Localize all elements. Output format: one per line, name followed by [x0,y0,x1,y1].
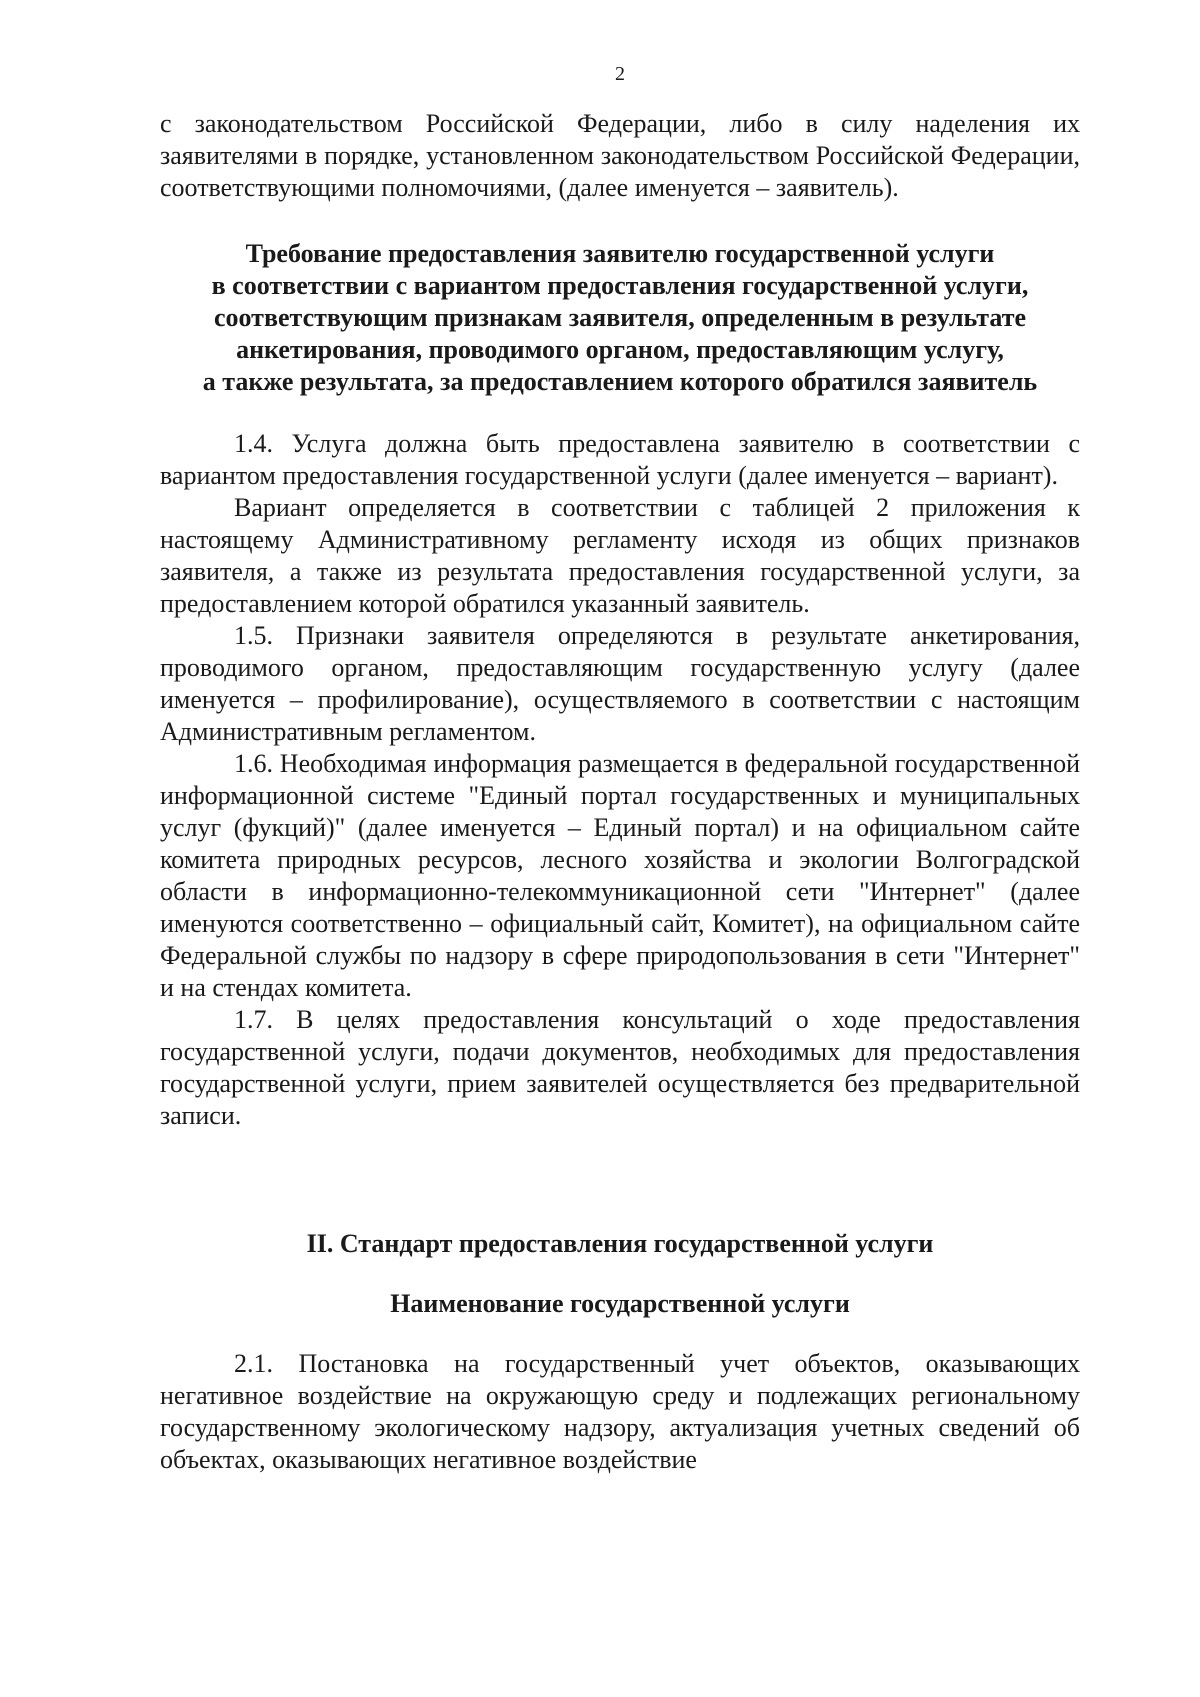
subsection-title: Наименование государственной услуги [390,1289,850,1318]
page-number: 2 [615,63,625,85]
requirement-heading-line: соответствующим признакам заявителя, определенным в результате [213,303,1027,332]
document-body [160,108,1080,1476]
requirement-heading-line: в соответствии с вариантом предоставления государственной услуги, [211,271,1029,300]
paragraph-1-7: 1.7. В целях предоставления консультаций о ходе предоставления государственной услуги, подачи документов, необходимых для предоставления государственной услуги, прием заявителей осуществляется без предварительной записи. [160,1005,1080,1130]
paragraph-2-1: 2.1. Постановка на государственный учет объектов, оказывающих негативное воздействие на окружающую среду и подлежащих региональному государственному экологическому надзору, актуализация учетных сведений об объектах, оказывающих негативное воздействие [160,1349,1080,1474]
paragraph-1-6: 1.6. Необходимая информация размещается в федеральной государственной информационной системе "Единый портал государственных и муниципальных услуг (фукций)" (далее именуется – Единый портал) и на официальном сайте комитета природных ресурсов, лесного хозяйства и экологии Волгоградской области в информационно-телекоммуникационной сети "Интернет" (далее именуются соответственно – официальный сайт, Комитет), на официальном сайте Федеральной службы по надзору в сфере природопользования в сети "Интернет" и на стендах комитета. [160,749,1080,1002]
paragraph-variant: Вариант определяется в соответствии с таблицей 2 приложения к настоящему Административному регламенту исходя из общих признаков заявителя, а также из результата предоставления государственной услуги, за предоставлением которой обратился указанный заявитель. [160,493,1080,618]
requirement-heading-line: Требование предоставления заявителю государственной услуги [245,239,995,268]
paragraph-1-5: 1.5. Признаки заявителя определяются в результате анкетирования, проводимого органом, предоставляющим государственную услугу (далее именуется – профилирование), осуществляемого в соответствии с настоящим Административным регламентом. [160,621,1080,746]
requirement-heading-line: а также результата, за предоставлением которого обратился заявитель [202,367,1038,396]
section-title: II. Стандарт предоставления государственной услуги [306,1229,934,1258]
intro-paragraph: с законодательством Российской Федерации, либо в силу наделения их заявителями в порядке, установленном законодательством Российской Федерации, соответствующими полномочиями, (далее именуется – заявитель). [160,109,1080,202]
paragraph-1-4: 1.4. Услуга должна быть предоставлена заявителю в соответствии с вариантом предоставления государственной услуги (далее именуется – вариант). [160,429,1080,490]
requirement-heading [160,238,1080,398]
requirement-heading-line: анкетирования, проводимого органом, предоставляющим услугу, [236,335,1004,364]
